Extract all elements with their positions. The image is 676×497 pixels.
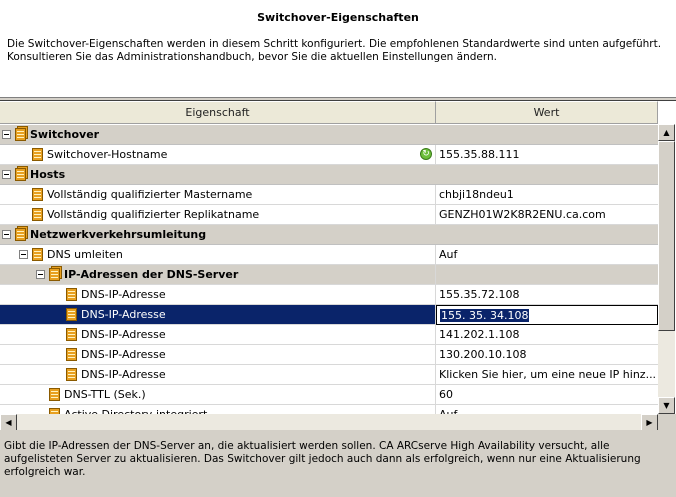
- property-cell[interactable]: [0, 125, 658, 145]
- property-row[interactable]: [0, 305, 658, 325]
- property-cell[interactable]: [0, 225, 658, 245]
- horizontal-scrollbar[interactable]: [0, 414, 658, 430]
- scrollbar-corner: [658, 414, 676, 430]
- value-cell[interactable]: [436, 145, 658, 165]
- value-cell[interactable]: [436, 365, 658, 385]
- collapse-toggle-icon[interactable]: [36, 270, 45, 279]
- scroll-left-button[interactable]: ◀: [0, 414, 17, 430]
- property-icon: [66, 308, 77, 321]
- collapse-toggle-icon[interactable]: [19, 250, 28, 259]
- value-edit-field[interactable]: [436, 305, 658, 325]
- scroll-up-button[interactable]: ▲: [658, 124, 675, 141]
- property-cell[interactable]: [0, 145, 436, 165]
- property-label: Hosts: [30, 168, 66, 181]
- property-label: DNS-IP-Adresse: [81, 348, 166, 361]
- property-value: 130.200.10.108: [439, 348, 527, 361]
- property-value: 155. 35. 34.108: [441, 309, 529, 322]
- category-row[interactable]: [0, 225, 658, 245]
- category-row[interactable]: [0, 265, 658, 285]
- property-label: Vollständig qualifizierter Mastername: [47, 188, 253, 201]
- property-label: IP-Adressen der DNS-Server: [64, 268, 239, 281]
- collapse-toggle-icon[interactable]: [2, 170, 11, 179]
- value-cell[interactable]: [436, 185, 658, 205]
- value-cell[interactable]: [436, 345, 658, 365]
- property-row[interactable]: [0, 325, 658, 345]
- page-title: Switchover-Eigenschaften: [257, 11, 419, 24]
- property-value: GENZH01W2K8R2ENU.ca.com: [439, 208, 606, 221]
- value-cell[interactable]: [436, 245, 658, 265]
- property-icon: [66, 328, 77, 341]
- property-row[interactable]: [0, 365, 658, 385]
- category-row[interactable]: [0, 165, 658, 185]
- property-label: DNS-TTL (Sek.): [64, 388, 146, 401]
- collapse-toggle-icon[interactable]: [2, 230, 11, 239]
- wizard-header: [0, 0, 676, 98]
- folder-icon: [15, 228, 26, 241]
- vertical-scrollbar[interactable]: [658, 124, 675, 414]
- property-cell[interactable]: [0, 245, 436, 265]
- property-icon: [32, 148, 43, 161]
- value-cell[interactable]: [436, 265, 658, 285]
- property-icon: [32, 208, 43, 221]
- property-cell[interactable]: [0, 205, 436, 225]
- property-label: Vollständig qualifizierter Replikatname: [47, 208, 260, 221]
- scroll-right-button[interactable]: ▶: [641, 414, 658, 430]
- property-icon: [66, 288, 77, 301]
- property-cell[interactable]: [0, 165, 658, 185]
- property-label: DNS-IP-Adresse: [81, 288, 166, 301]
- property-row[interactable]: [0, 205, 658, 225]
- property-icon: [66, 368, 77, 381]
- property-cell[interactable]: [0, 385, 436, 405]
- property-icon: [32, 188, 43, 201]
- property-cell[interactable]: [0, 285, 436, 305]
- property-label: DNS umleiten: [47, 248, 123, 261]
- property-row[interactable]: [0, 385, 658, 405]
- property-row[interactable]: [0, 145, 658, 165]
- property-label: DNS-IP-Adresse: [81, 368, 166, 381]
- property-value: 155.35.88.111: [439, 148, 520, 161]
- property-cell[interactable]: [0, 345, 436, 365]
- property-icon: [32, 248, 43, 261]
- page-description: Die Switchover-Eigenschaften werden in diesem Schritt konfiguriert. Die empfohlenen Standardwerte sind unten aufgeführt. Konsultieren Sie das Administrationshandbuch, bevor Sie die aktuellen Einstellungen ändern.: [7, 38, 662, 63]
- property-row[interactable]: [0, 185, 658, 205]
- property-value: Auf: [439, 248, 458, 261]
- property-icon: [66, 348, 77, 361]
- value-cell[interactable]: [436, 385, 658, 405]
- property-label: DNS-IP-Adresse: [81, 308, 166, 321]
- value-cell[interactable]: [436, 205, 658, 225]
- category-row[interactable]: [0, 125, 658, 145]
- property-label: DNS-IP-Adresse: [81, 328, 166, 341]
- property-row[interactable]: [0, 245, 658, 265]
- property-value: Klicken Sie hier, um eine neue IP hinz...: [439, 368, 657, 381]
- property-grid[interactable]: [0, 100, 676, 430]
- property-cell[interactable]: [0, 365, 436, 385]
- value-cell[interactable]: [436, 285, 658, 305]
- property-cell[interactable]: [0, 265, 436, 285]
- value-cell[interactable]: [436, 325, 658, 345]
- folder-icon: [49, 268, 60, 281]
- property-icon: [49, 388, 60, 401]
- property-row[interactable]: [0, 345, 658, 365]
- refresh-icon[interactable]: ↻: [420, 148, 432, 160]
- column-header-property[interactable]: Eigenschaft: [0, 101, 436, 124]
- folder-icon: [15, 168, 26, 181]
- property-row[interactable]: [0, 285, 658, 305]
- property-cell[interactable]: [0, 305, 436, 325]
- property-value: chbji18ndeu1: [439, 188, 514, 201]
- property-label: Switchover: [30, 128, 100, 141]
- help-text: Gibt die IP-Adressen der DNS-Server an, die aktualisiert werden sollen. CA ARCserve High Availability versucht, alle aufgelisteten Server zu aktualisieren. Das Switchover gilt jedoch auch dann als erfolgreich, wenn nur eine Aktualisierung erfolgreich war.: [4, 440, 641, 478]
- property-value: 60: [439, 388, 453, 401]
- collapse-toggle-icon[interactable]: [2, 130, 11, 139]
- property-value: 155.35.72.108: [439, 288, 520, 301]
- property-value: 141.202.1.108: [439, 328, 520, 341]
- property-cell[interactable]: [0, 185, 436, 205]
- folder-icon: [15, 128, 26, 141]
- property-label: Switchover-Hostname: [47, 148, 168, 161]
- property-cell[interactable]: [0, 325, 436, 345]
- column-header-value[interactable]: Wert: [436, 101, 658, 124]
- scroll-thumb[interactable]: [658, 141, 675, 331]
- property-label: Netzwerkverkehrsumleitung: [30, 228, 207, 241]
- scroll-down-button[interactable]: ▼: [658, 397, 675, 414]
